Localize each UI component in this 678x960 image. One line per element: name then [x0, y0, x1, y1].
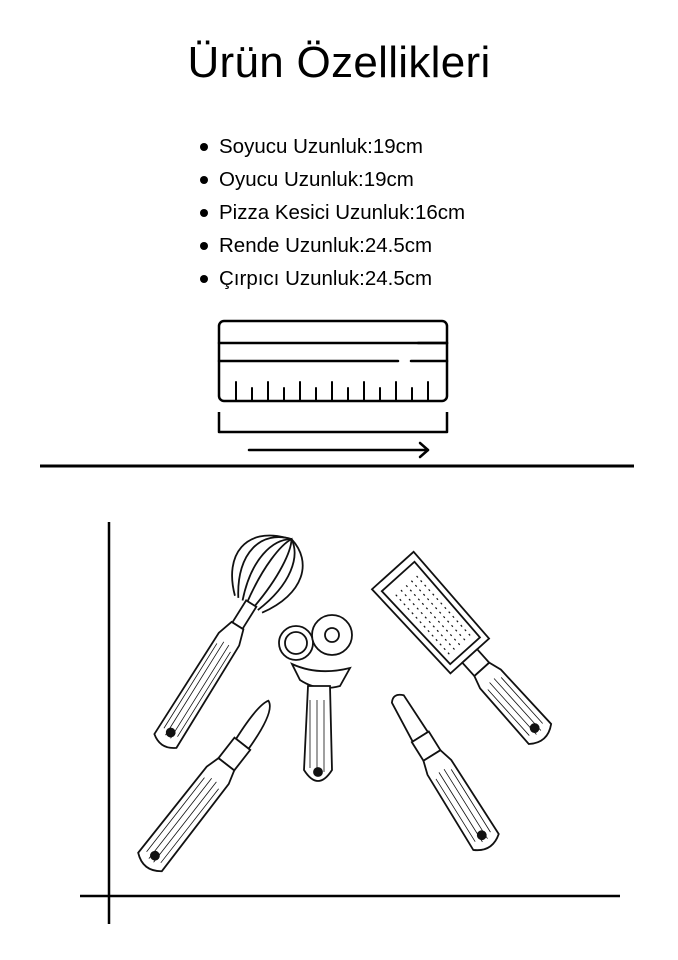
spec-item-peeler: Soyucu Uzunluk:19cm	[200, 130, 465, 163]
page-title: Ürün Özellikleri	[187, 38, 491, 87]
spec-item-whisk: Çırpıcı Uzunluk:24.5cm	[200, 262, 465, 295]
spec-item-grater: Rende Uzunluk:24.5cm	[200, 229, 465, 262]
spec-item-corer: Oyucu Uzunluk:19cm	[200, 163, 465, 196]
corer-illustration	[382, 688, 502, 855]
spec-item-pizza-cutter: Pizza Kesici Uzunluk:16cm	[200, 196, 465, 229]
length-bracket-icon	[219, 412, 447, 432]
pizza-cutter-illustration	[279, 615, 352, 781]
ruler-icon	[219, 321, 447, 401]
arrow-right-icon	[249, 443, 428, 457]
peeler-illustration	[134, 695, 284, 876]
grater-illustration	[372, 552, 565, 757]
